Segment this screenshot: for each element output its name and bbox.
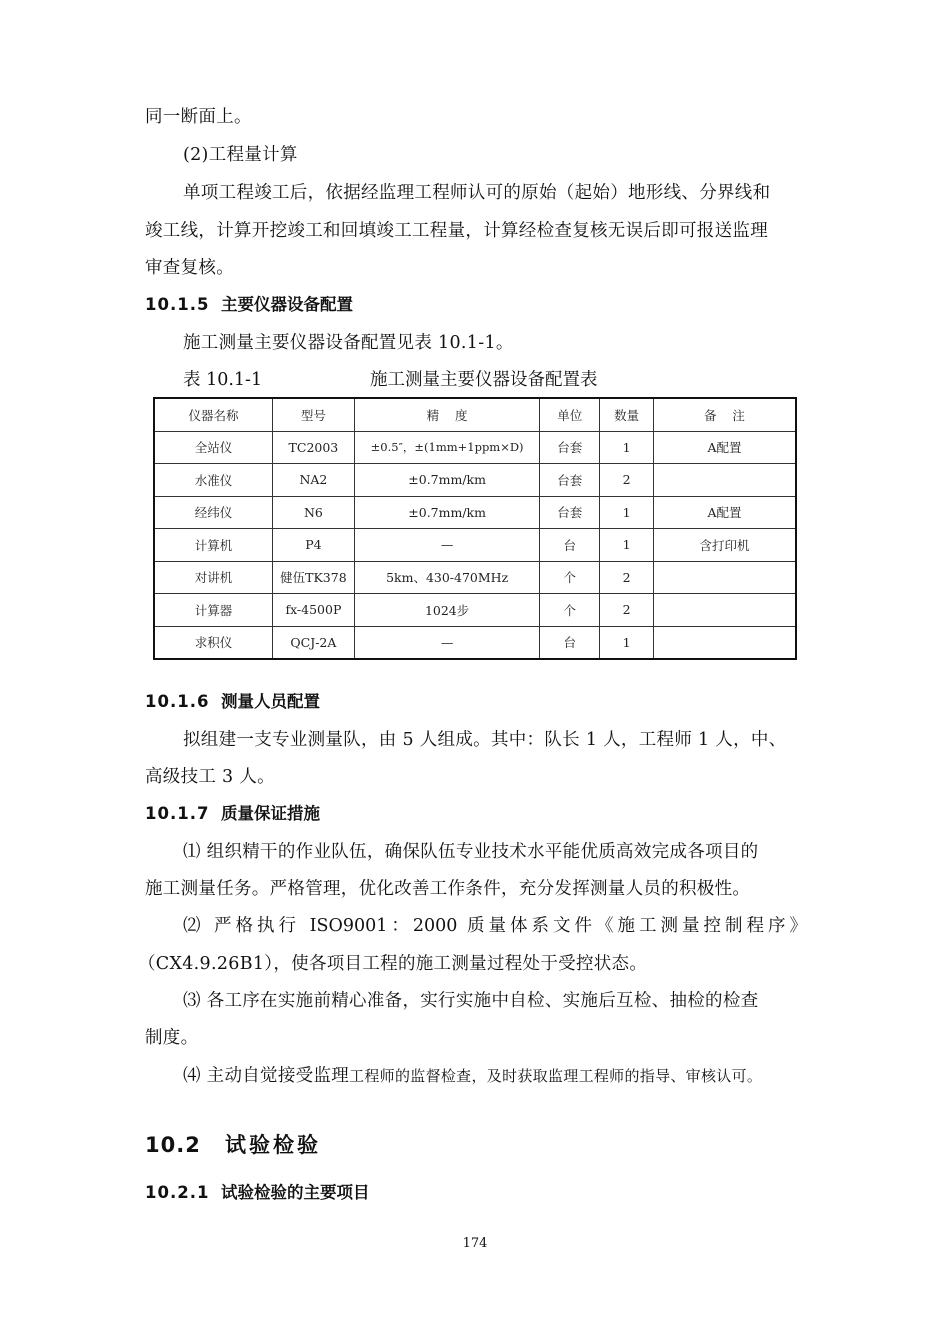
section-number: 10.2.1 bbox=[145, 1183, 210, 1202]
table-cell: 经纬仪 bbox=[154, 496, 272, 529]
table-cell: QCJ-2A bbox=[272, 626, 354, 659]
section-heading-10-1-7 bbox=[145, 802, 320, 826]
table-cell bbox=[653, 464, 796, 497]
table-cell: 1024步 bbox=[354, 594, 540, 627]
body-text-line: 制度。 bbox=[145, 1028, 199, 1048]
table-caption-number: 表 10.1-1 bbox=[183, 370, 263, 390]
subheading-quantity-calc: (2)工程量计算 bbox=[183, 145, 298, 165]
section-heading-10-2 bbox=[145, 1133, 321, 1157]
header-cell: 精 度 bbox=[354, 398, 540, 431]
table-cell: 2 bbox=[600, 594, 654, 627]
table-cell: N6 bbox=[272, 496, 354, 529]
measure-item-1: ⑴ 组织精干的作业队伍，确保队伍专业技术水平能优质高效完成各项目的 bbox=[183, 842, 759, 862]
measure-item-4-part-a: ⑷ 主动自觉接受监理 bbox=[183, 1066, 350, 1086]
table-cell: TC2003 bbox=[272, 431, 354, 464]
table-cell: — bbox=[354, 529, 540, 562]
body-text-line: 拟组建一支专业测量队，由 5 人组成。其中：队长 1 人，工程师 1 人，中、 bbox=[183, 730, 787, 750]
measure-item-4-part-b: 工程师的监督检查，及时获取监理工程师的指导、审核认可。 bbox=[349, 1067, 763, 1085]
body-text-line: 竣工线，计算开挖竣工和回填竣工工程量，计算经检查复核无误后即可报送监理 bbox=[145, 221, 768, 241]
table-cell: 台套 bbox=[540, 464, 600, 497]
measure-item-2: ⑵ 严格执行 ISO9001：2000 质量体系文件《施工测量控制程序》 bbox=[183, 916, 807, 936]
table-cell: 1 bbox=[600, 626, 654, 659]
section-number: 10.1.5 bbox=[145, 295, 210, 314]
body-text-line: （CX4.9.26B1），使各项目工程的施工测量过程处于受控状态。 bbox=[138, 954, 648, 974]
header-cell: 数量 bbox=[600, 398, 654, 431]
page-number: 174 bbox=[462, 1236, 488, 1251]
table-cell: A配置 bbox=[653, 431, 796, 464]
body-text-line: 单项工程竣工后，依据经监理工程师认可的原始（起始）地形线、分界线和 bbox=[183, 183, 771, 203]
body-text-line: 施工测量任务。严格管理，优化改善工作条件，充分发挥测量人员的积极性。 bbox=[145, 879, 751, 899]
table-cell: ±0.7mm/km bbox=[354, 464, 540, 497]
table-cell: fx-4500P bbox=[272, 594, 354, 627]
section-heading-10-1-6 bbox=[145, 690, 320, 714]
table-row bbox=[154, 464, 796, 497]
body-text-line: 高级技工 3 人。 bbox=[145, 767, 275, 787]
table-cell: P4 bbox=[272, 529, 354, 562]
section-heading-10-2-1 bbox=[145, 1181, 370, 1205]
intro-text: 施工测量主要仪器设备配置见表 10.1-1。 bbox=[183, 333, 514, 353]
table-cell: 健伍TK378 bbox=[272, 561, 354, 594]
section-title: 试验检验的主要项目 bbox=[221, 1183, 370, 1202]
table-cell: 计算机 bbox=[154, 529, 272, 562]
table-header-row bbox=[154, 398, 796, 431]
table-row bbox=[154, 496, 796, 529]
table-cell bbox=[653, 594, 796, 627]
body-text-line: 同一断面上。 bbox=[145, 107, 252, 127]
table-caption-title: 施工测量主要仪器设备配置表 bbox=[370, 370, 598, 390]
table-cell: 对讲机 bbox=[154, 561, 272, 594]
table-cell: 1 bbox=[600, 431, 654, 464]
table-row bbox=[154, 431, 796, 464]
measure-item-4 bbox=[183, 1063, 762, 1089]
header-cell: 备 注 bbox=[653, 398, 796, 431]
header-cell: 型号 bbox=[272, 398, 354, 431]
table-cell: 个 bbox=[540, 594, 600, 627]
table-cell: 全站仪 bbox=[154, 431, 272, 464]
section-number: 10.1.6 bbox=[145, 692, 210, 711]
table-cell: 求积仪 bbox=[154, 626, 272, 659]
table-cell: 5km、430-470MHz bbox=[354, 561, 540, 594]
table-cell: 2 bbox=[600, 561, 654, 594]
table-cell: 1 bbox=[600, 496, 654, 529]
table-cell: 2 bbox=[600, 464, 654, 497]
header-cell: 单位 bbox=[540, 398, 600, 431]
header-cell: 仪器名称 bbox=[154, 398, 272, 431]
measure-item-3: ⑶ 各工序在实施前精心准备，实行实施中自检、实施后互检、抽检的检查 bbox=[183, 991, 759, 1011]
section-title: 主要仪器设备配置 bbox=[221, 295, 353, 314]
table-cell: 台套 bbox=[540, 431, 600, 464]
table-cell: A配置 bbox=[653, 496, 796, 529]
section-title: 试验检验 bbox=[225, 1133, 321, 1157]
section-title: 测量人员配置 bbox=[221, 692, 320, 711]
table-cell bbox=[653, 626, 796, 659]
table-cell: — bbox=[354, 626, 540, 659]
table-cell: NA2 bbox=[272, 464, 354, 497]
section-number: 10.2 bbox=[145, 1133, 201, 1157]
table-cell: 含打印机 bbox=[653, 529, 796, 562]
table-cell: 1 bbox=[600, 529, 654, 562]
section-number: 10.1.7 bbox=[145, 804, 210, 823]
table-cell: 计算器 bbox=[154, 594, 272, 627]
table-cell: 台套 bbox=[540, 496, 600, 529]
table-cell: ±0.5″，±(1mm+1ppm×D) bbox=[354, 431, 540, 464]
table-row bbox=[154, 561, 796, 594]
table-row bbox=[154, 626, 796, 659]
table-cell: 个 bbox=[540, 561, 600, 594]
table-row bbox=[154, 594, 796, 627]
table-cell bbox=[653, 561, 796, 594]
body-text-line: 审查复核。 bbox=[145, 258, 234, 278]
section-title: 质量保证措施 bbox=[221, 804, 320, 823]
section-heading-10-1-5 bbox=[145, 293, 353, 317]
table-row bbox=[154, 529, 796, 562]
table-cell: 水准仪 bbox=[154, 464, 272, 497]
table-cell: 台 bbox=[540, 529, 600, 562]
equipment-table bbox=[153, 397, 797, 660]
table-cell: 台 bbox=[540, 626, 600, 659]
table-cell: ±0.7mm/km bbox=[354, 496, 540, 529]
